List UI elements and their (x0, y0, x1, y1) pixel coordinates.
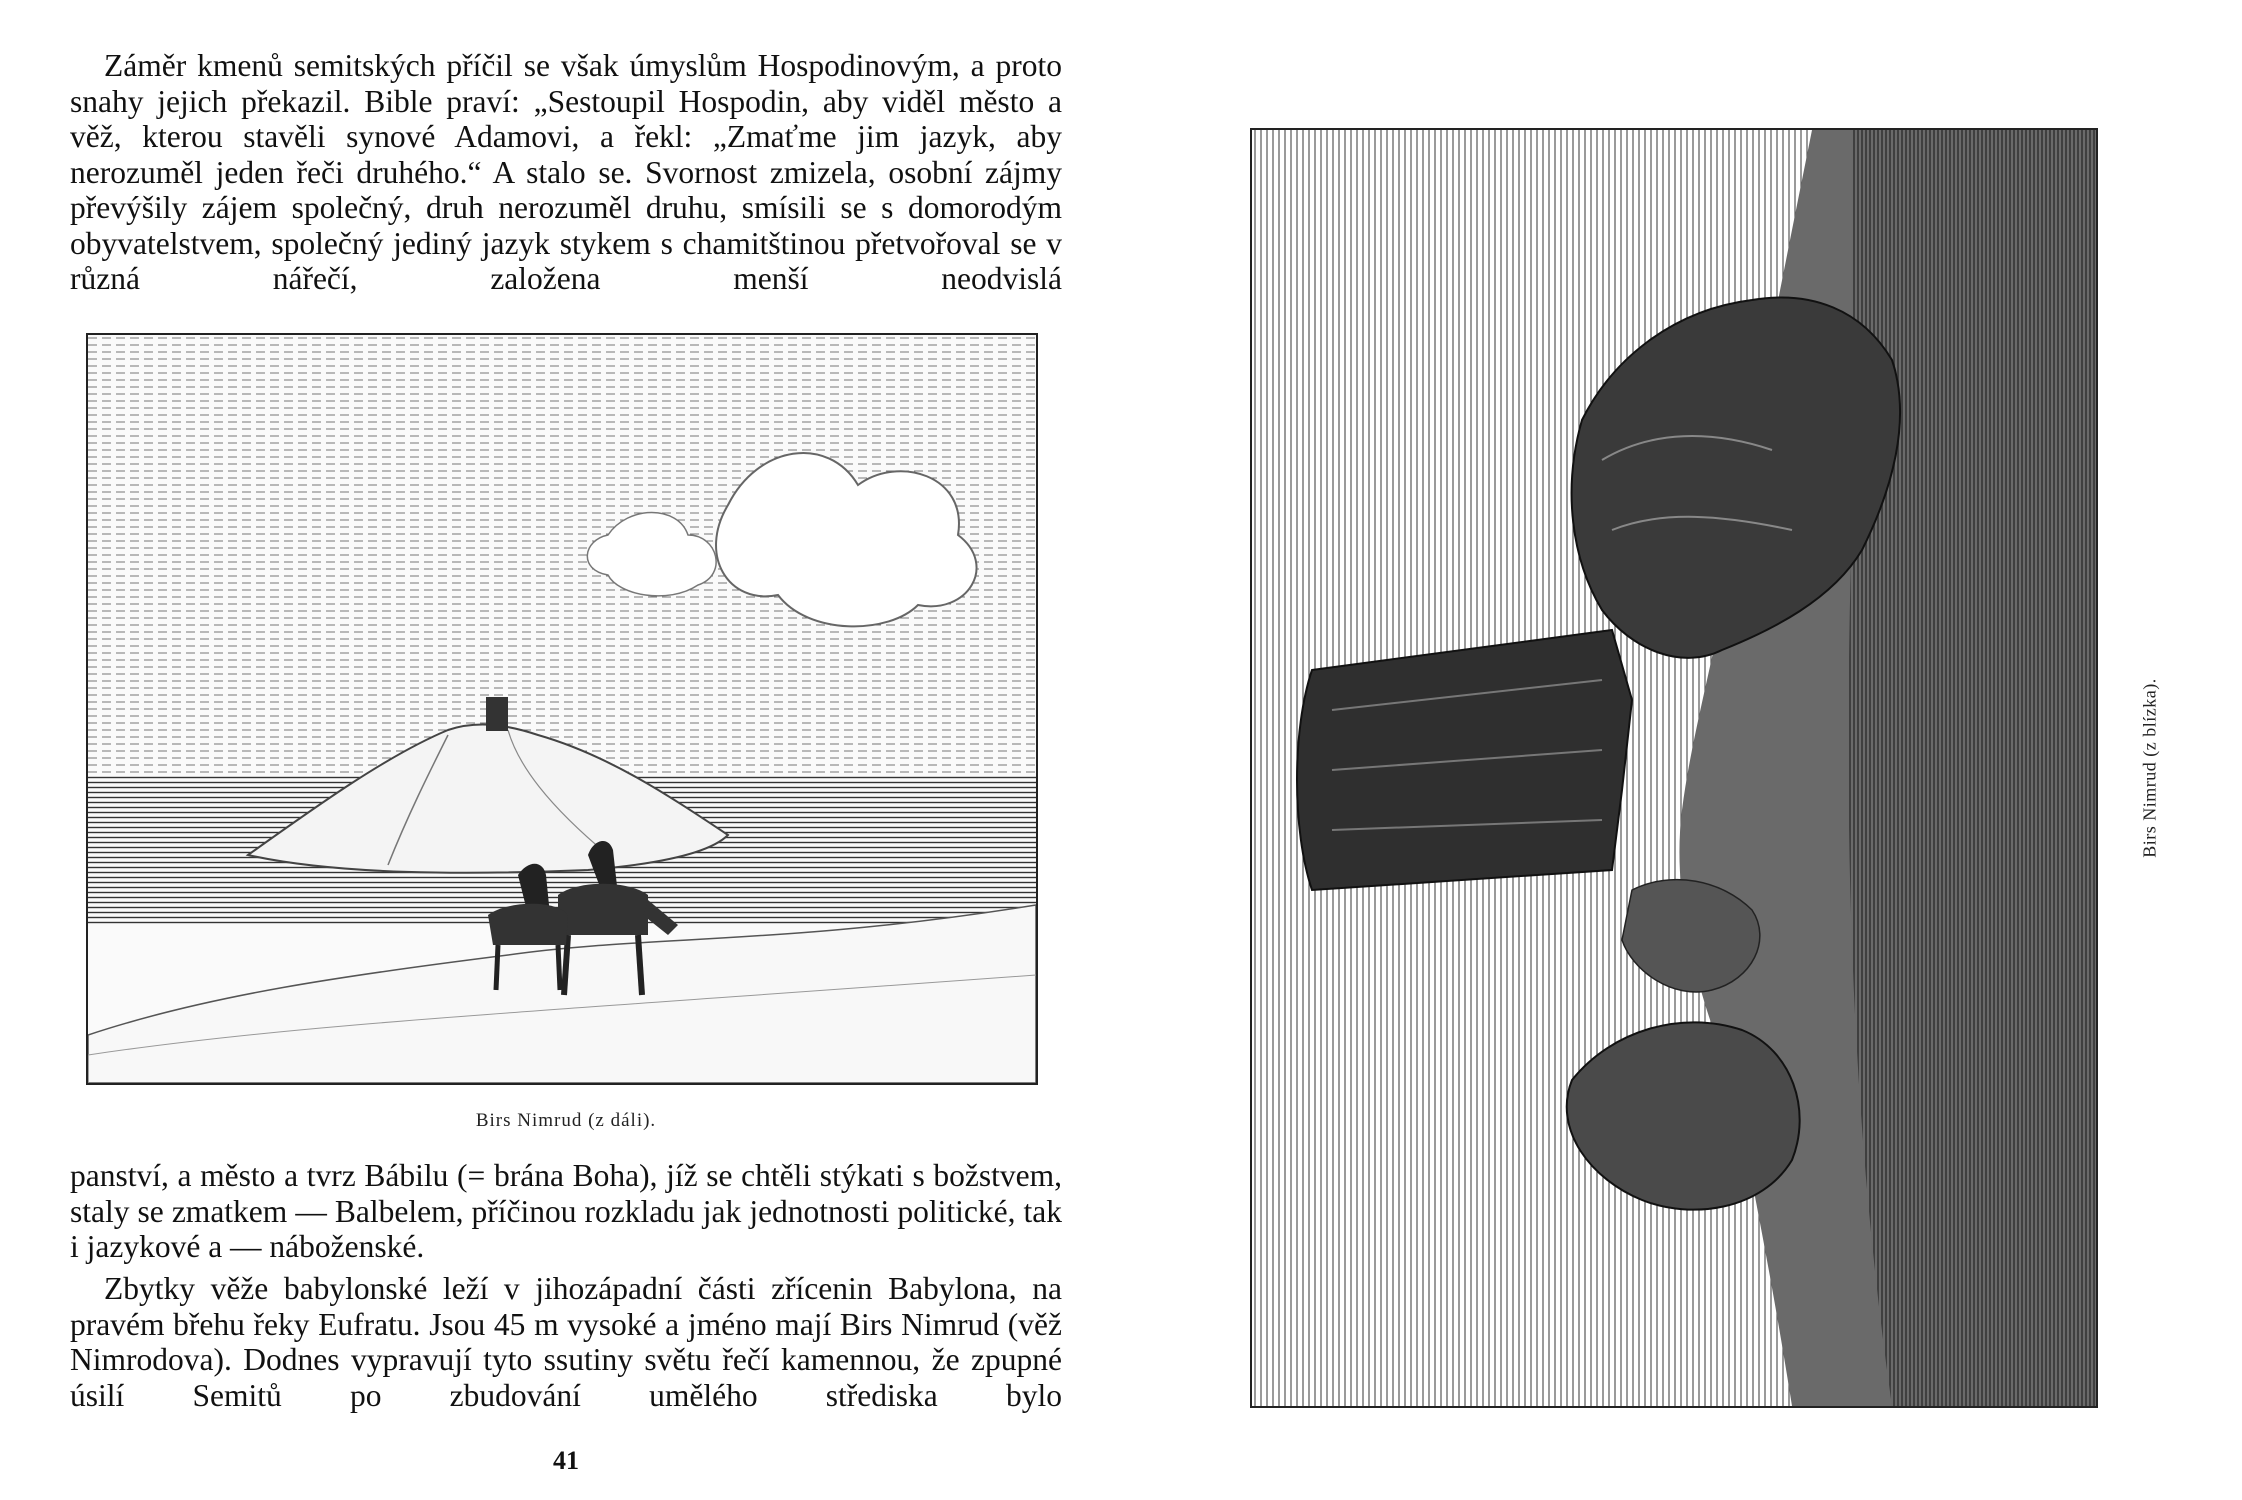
plate2-caption: Birs Nimrud (z blízka). (2139, 678, 2160, 858)
paragraph-bottom-1: panství, a město a tvrz Bábilu (= brána Boha), jíž se chtěli stýkati s božstvem, staly se zmatkem — Balbelem, příčinou rozkladu jak jednotnosti politické, tak i jazykové a — náboženské. (70, 1158, 1062, 1264)
page-number: 41 (553, 1446, 579, 1475)
paragraph-top: Záměr kmenů semitských příčil se však úmyslům Hospodinovým, a proto snahy jejich překazil. Bible praví: „Sestoupil Hospodin, aby viděl město a věž, kterou stavěli synové Adamovi, a řekl: „Zmaťme jim jazyk, aby nerozuměl jeden řeči druhého.“ A stalo se. Svornost zmizela, osobní zájmy převýšily zájem společný, druh nerozuměl druhu, smísili se s domorodým obyvatelstvem, společný jediný jazyk stykem s chamitštinou přetvořoval se v různá nářečí, založena menší neodvislá (70, 48, 1062, 296)
engraving-landscape-image (88, 335, 1036, 1083)
right-page (1250, 128, 2220, 1418)
paragraph-bottom-2: Zbytky věže babylonské leží v jihozápadní části zřícenin Babylona, na pravém břehu řeky Eufratu. Jsou 45 m vysoké a jméno mají Birs Nimrud (věž Nimrodova). Dodnes vypravují tyto ssutiny světu řečí kamennou, že zpupné úsilí Semitů po zbudování umělého střediska bylo (70, 1271, 1062, 1413)
engraving-birs-nimrud-close (1250, 128, 2098, 1408)
engraving-birs-nimrud-distant (86, 333, 1038, 1085)
left-page (70, 48, 1062, 1478)
engraving-ruin-image (1252, 130, 2096, 1406)
plate1-caption: Birs Nimrud (z dáli). (475, 1110, 657, 1131)
